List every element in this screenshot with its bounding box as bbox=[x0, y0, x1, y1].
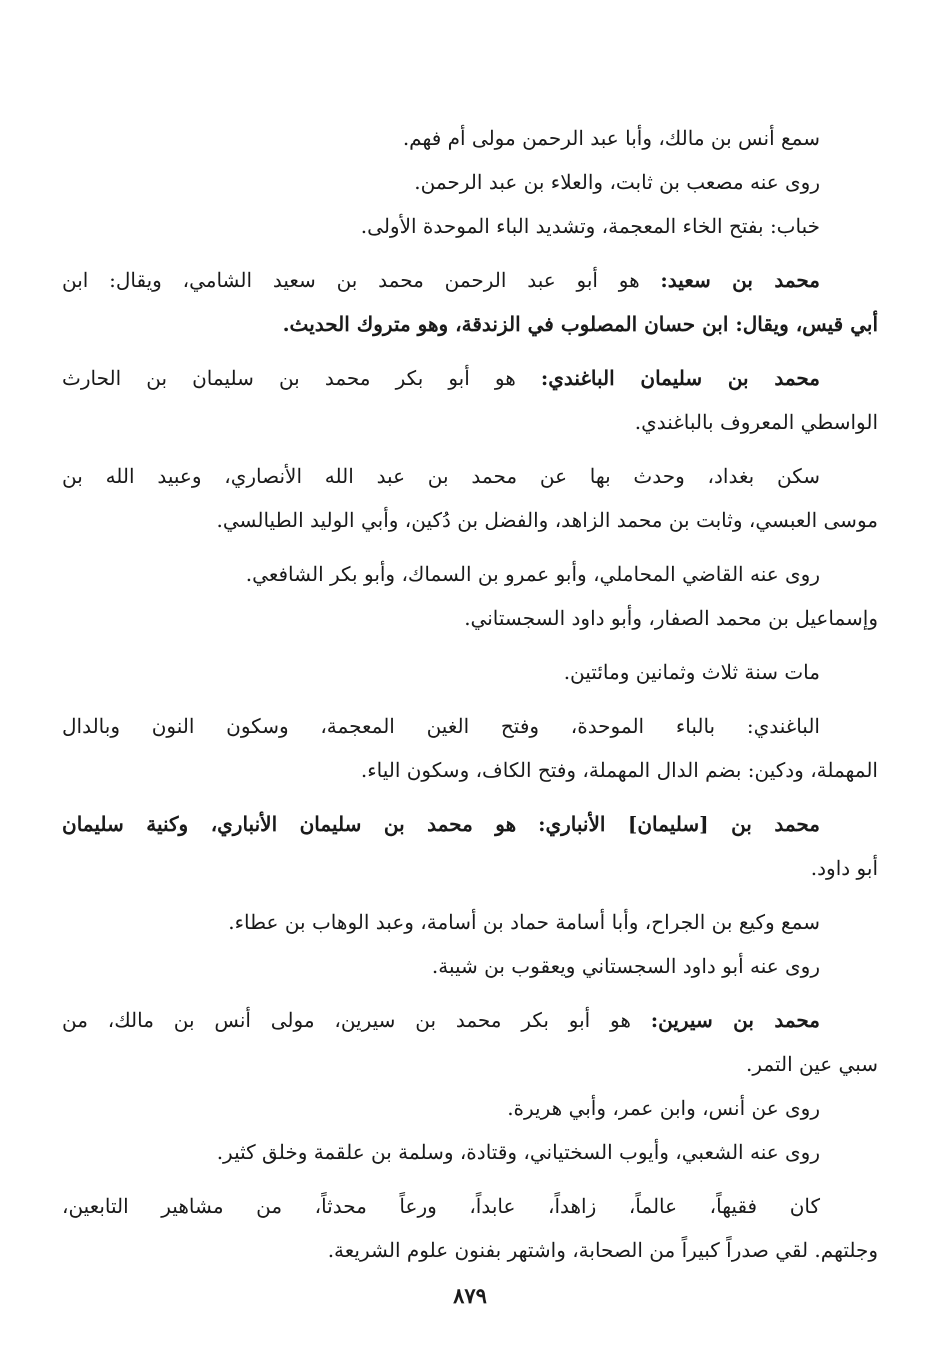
text-line: موسى العبسي، وثابت بن محمد الزاهد، والفضل بن دُكين، وأبي الوليد الطيالسي. bbox=[216, 508, 878, 532]
paragraph-ibn-sirin-description bbox=[62, 1184, 878, 1272]
entry-muhammad-ibn-said bbox=[62, 258, 878, 346]
text-line: أبي قيس، ويقال: ابن حسان المصلوب في الزندقة، وهو متروك الحديث. bbox=[282, 312, 878, 336]
text-line: كان فقيهاً، عالماً، زاهداً، عابداً، ورعاً محدثاً، من مشاهير التابعين، bbox=[62, 1194, 820, 1218]
text-line bbox=[62, 998, 878, 1042]
text-line: روى عنه مصعب بن ثابت، والعلاء بن عبد الرحمن. bbox=[414, 170, 820, 194]
text-line: روى عن أنس، وابن عمر، وأبي هريرة. bbox=[507, 1096, 820, 1120]
entry-name: محمد بن سعيد: bbox=[660, 268, 821, 292]
entry-muhammad-ibn-sirin bbox=[62, 998, 878, 1086]
text-line: سمع أنس بن مالك، وأبا عبد الرحمن مولى أم فهم. bbox=[402, 126, 820, 150]
entry-name: محمد بن سليمان الباغندي: bbox=[540, 366, 820, 390]
text-line bbox=[62, 258, 878, 302]
entry-muhammad-ibn-sulayman-albaghandi bbox=[62, 356, 878, 444]
text-line bbox=[62, 802, 878, 846]
entry-name: محمد بن سيرين: bbox=[650, 1008, 821, 1032]
text-line: أبو داود. bbox=[810, 856, 878, 880]
entry-text: هو أبو عبد الرحمن محمد بن سعيد الشامي، ويقال: ابن bbox=[62, 268, 640, 292]
paragraph-ibn-sirin-narration bbox=[62, 1086, 878, 1174]
entry-text: هو أبو بكر محمد بن سليمان بن الحارث bbox=[62, 366, 516, 390]
text-line: سبي عين التمر. bbox=[745, 1052, 878, 1076]
text-line: المهملة، ودكين: بضم الدال المهملة، وفتح الكاف، وسكون الياء. bbox=[360, 758, 878, 782]
text-line: وجلتهم. لقي صدراً كبيراً من الصحابة، واشتهر بفنون علوم الشريعة. bbox=[327, 1238, 878, 1262]
text-line: الواسطي المعروف بالباغندي. bbox=[634, 410, 878, 434]
text-line: الباغندي: بالباء الموحدة، وفتح الغين المعجمة، وسكون النون وبالدال bbox=[62, 714, 820, 738]
entry-text: هو أبو بكر محمد بن سيرين، مولى أنس بن مالك، من bbox=[62, 1008, 631, 1032]
text-line: وإسماعيل بن محمد الصفار، وأبو داود السجستاني. bbox=[464, 606, 878, 630]
paragraph-albaghandi-spelling bbox=[62, 704, 878, 792]
paragraph-waki bbox=[62, 900, 878, 988]
text-line: روى عنه القاضي المحاملي، وأبو عمرو بن السماك، وأبو بكر الشافعي. bbox=[245, 562, 820, 586]
text-line: مات سنة ثلاث وثمانين ومائتين. bbox=[563, 660, 820, 684]
text-line: سكن بغداد، وحدث بها عن محمد بن عبد الله الأنصاري، وعبيد الله بن bbox=[62, 464, 820, 488]
entry-text: هو محمد بن سليمان الأنباري، وكنية سليمان bbox=[62, 812, 517, 836]
entry-muhammad-ibn-sulayman-alanbari bbox=[62, 802, 878, 890]
text-line: روى عنه أبو داود السجستاني ويعقوب بن شيبة. bbox=[431, 954, 820, 978]
paragraph-baghdad bbox=[62, 454, 878, 542]
entry-name: محمد بن [سليمان] الأنباري: bbox=[538, 812, 821, 836]
text-line: خباب: بفتح الخاء المعجمة، وتشديد الباء الموحدة الأولى. bbox=[360, 214, 820, 238]
page-number: ٨٧٩ bbox=[453, 1283, 487, 1308]
paragraph-narrators bbox=[62, 552, 878, 640]
paragraph-death bbox=[62, 650, 878, 694]
paragraph-anas-narration bbox=[62, 116, 878, 248]
text-line: روى عنه الشعبي، وأيوب السختياني، وقتادة، وسلمة بن علقمة وخلق كثير. bbox=[216, 1140, 820, 1164]
text-line bbox=[62, 356, 878, 400]
text-line: سمع وكيع بن الجراح، وأبا أسامة حماد بن أسامة، وعبد الوهاب بن عطاء. bbox=[228, 910, 820, 934]
